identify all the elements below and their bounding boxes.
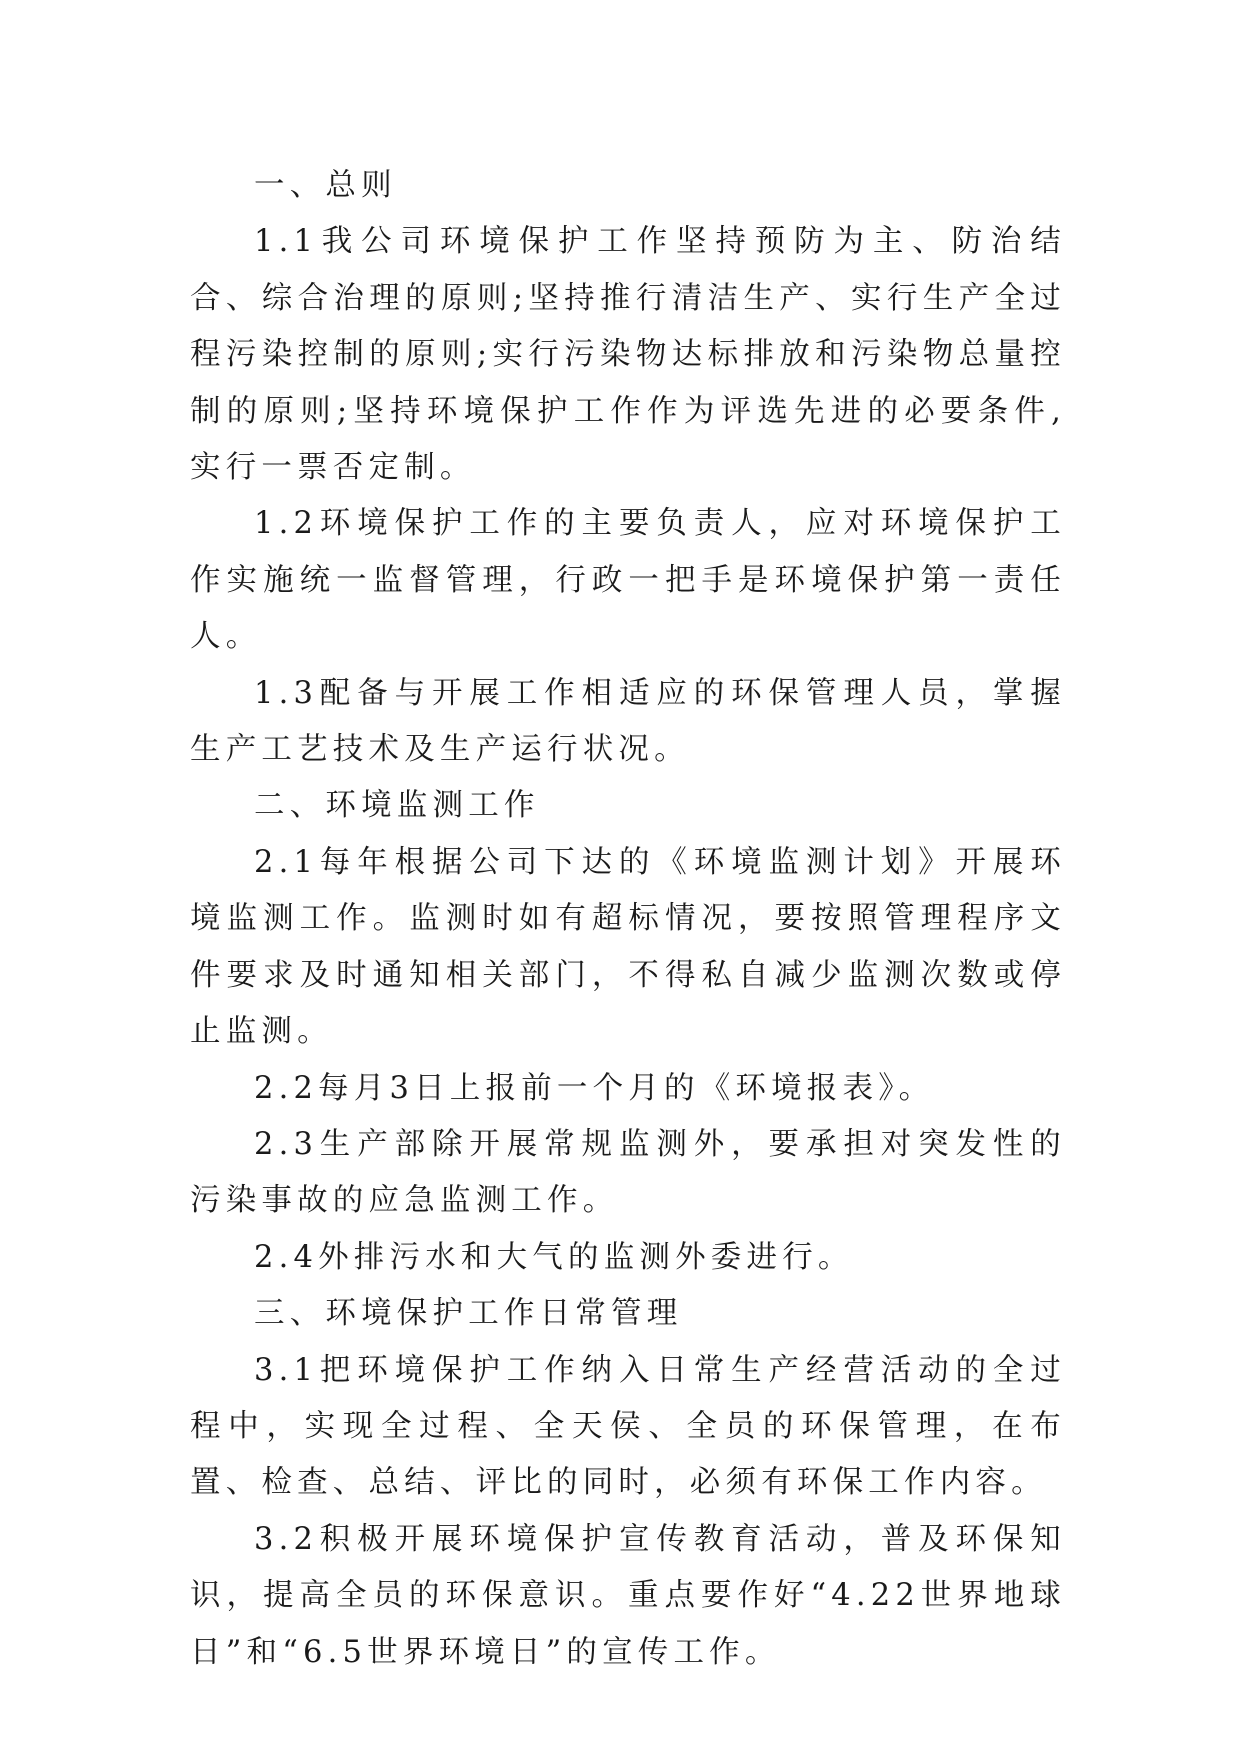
section-heading-general: 一、总则 (254, 168, 397, 203)
paragraph-2-2: 2.2每月3日上报前一个月的《环境报表》。 (254, 1070, 935, 1106)
paragraph-3-1: 3.1把环境保护工作纳入日常生产经营活动的全过程中，实现全过程、全天侯、全员的环保管理，在布置、检查、总结、评比的同时，必须有环保工作内容。 (190, 1352, 1066, 1501)
paragraph-2-4: 2.4外排污水和大气的监测外委进行。 (254, 1239, 854, 1275)
paragraph-2-1: 2.1每年根据公司下达的《环境监测计划》开展环境监测工作。监测时如有超标情况，要按照管理程序文件要求及时通知相关部门，不得私自减少监测次数或停止监测。 (190, 844, 1066, 1050)
paragraph-3-2: 3.2积极开展环境保护宣传教育活动，普及环保知识，提高全员的环保意识。重点要作好“4.22世界地球日”和“6.5世界环境日”的宣传工作。 (190, 1521, 1066, 1670)
paragraph-1-1: 1.1我公司环境保护工作坚持预防为主、防治结合、综合治理的原则;坚持推行清洁生产、实行生产全过程污染控制的原则;实行污染物达标排放和污染物总量控制的原则;坚持环境保护工作作为评选先进的必要条件,实行一票否定制。 (190, 224, 1066, 486)
paragraph-1-3: 1.3配备与开展工作相适应的环保管理人员，掌握生产工艺技术及生产运行状况。 (190, 675, 1066, 768)
section-heading-daily-management: 三、环境保护工作日常管理 (254, 1296, 683, 1332)
paragraph-1-2: 1.2环境保护工作的主要负责人，应对环境保护工作实施统一监督管理，行政一把手是环境保护第一责任人。 (190, 506, 1066, 655)
paragraph-2-3: 2.3生产部除开展常规监测外，要承担对突发性的污染事故的应急监测工作。 (190, 1126, 1066, 1219)
document-body (190, 158, 1066, 1681)
section-heading-monitoring: 二、环境监测工作 (254, 788, 540, 824)
